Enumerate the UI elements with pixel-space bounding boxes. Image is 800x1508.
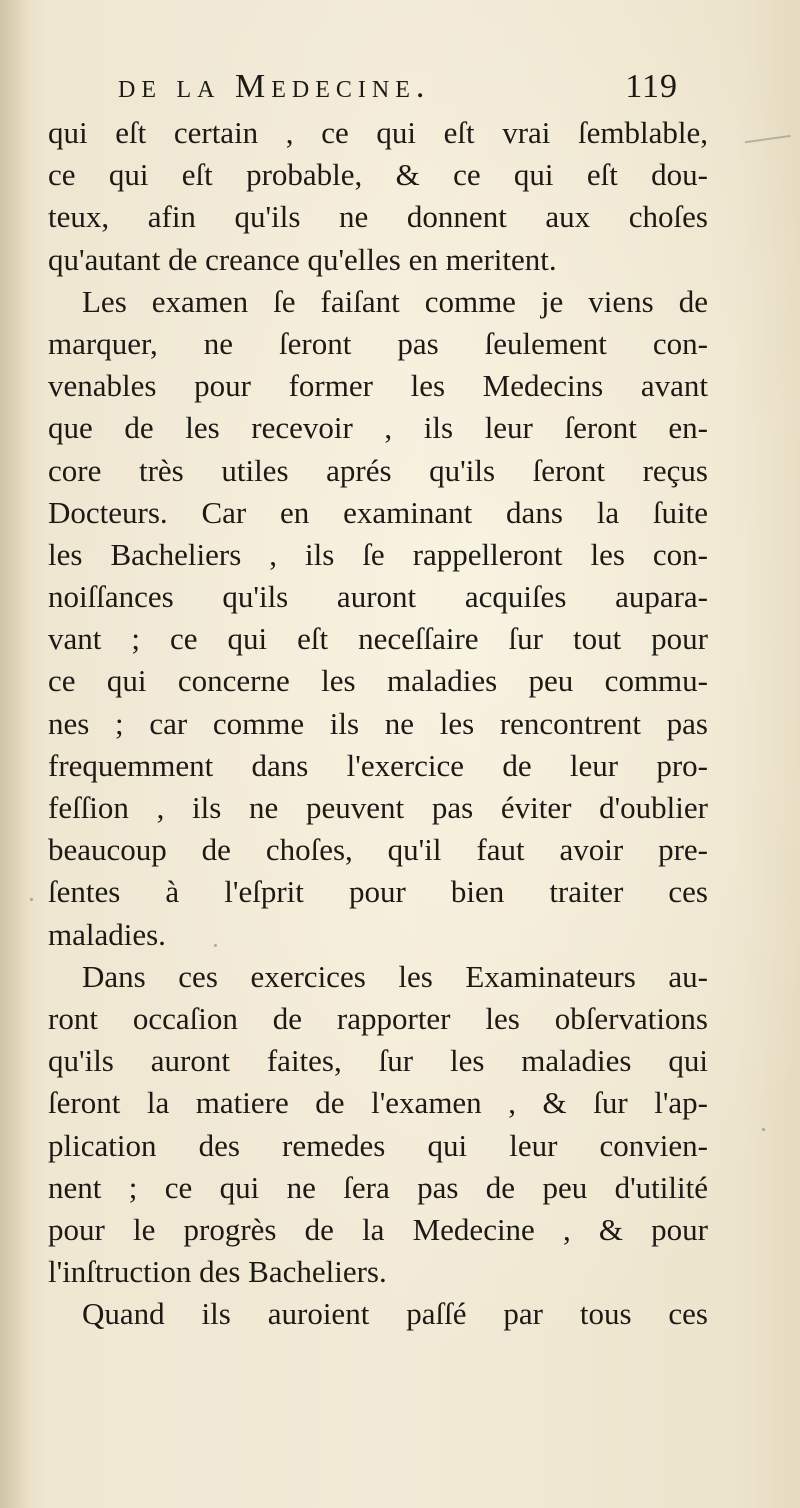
text-line: maladies. [48,916,166,952]
gutter-shadow [0,0,28,1508]
text-line: noiſſances qu'ils auront acquiſes aupara- [48,579,708,615]
text-line: Docteurs. Car en examinant dans la ſuite [48,494,708,530]
text-line: ſeront la matiere de l'examen , & ſur l'ap- [48,1085,708,1121]
text-line: vant ; ce qui eſt neceſſaire ſur tout pour [48,621,708,657]
text-line: venables pour former les Medecins avant [48,368,708,404]
text-line: ſentes à l'eſprit pour bien traiter ces [48,874,708,910]
text-line: Quand ils auroient paſſé par tous ces [82,1296,708,1332]
text-line: ce qui concerne les maladies peu commu- [48,663,708,699]
text-line: qu'autant de creance qu'elles en meritent. [48,241,557,277]
text-line: beaucoup de choſes, qu'il faut avoir pre- [48,832,708,868]
text-line: qu'ils auront faites, ſur les maladies qui [48,1043,708,1079]
text-line: pour le progrès de la Medecine , & pour [48,1211,708,1247]
running-head: de la Medecine. [118,68,431,105]
page-header [118,68,678,116]
ink-bleed-mark [745,135,793,161]
text-line: core très utiles aprés qu'ils ſeront reçus [48,452,708,488]
text-line: nes ; car comme ils ne les rencontrent pas [48,705,708,741]
text-line: Dans ces exercices les Examinateurs au- [82,958,708,994]
paper-speck [762,1128,765,1131]
paper-speck [214,944,217,947]
text-line: frequemment dans l'exercice de leur pro- [48,747,708,783]
text-line: feſſion , ils ne peuvent pas éviter d'oublier [48,790,708,825]
paper-speck [30,898,33,901]
text-line: ront occaſion de rapporter les obſervations [48,1000,708,1036]
text-line: qui eſt certain , ce qui eſt vrai ſemblable, [48,115,708,150]
text-line: teux, afin qu'ils ne donnent aux choſes [48,199,708,235]
text-line: nent ; ce qui ne ſera pas de peu d'utilité [48,1169,708,1205]
text-line: plication des remedes qui leur convien- [48,1127,708,1163]
text-line: marquer, ne ſeront pas ſeulement con- [48,325,708,361]
body-text [48,112,708,1335]
page-number: 119 [625,68,678,105]
text-line: que de les recevoir , ils leur ſeront en- [48,410,708,446]
text-line: les Bacheliers , ils ſe rappelleront les con- [48,536,708,572]
text-line: Les examen ſe faiſant comme je viens de [82,283,708,319]
text-line: l'inſtruction des Bacheliers. [48,1254,387,1290]
text-line: ce qui eſt probable, & ce qui eſt dou- [48,157,708,193]
